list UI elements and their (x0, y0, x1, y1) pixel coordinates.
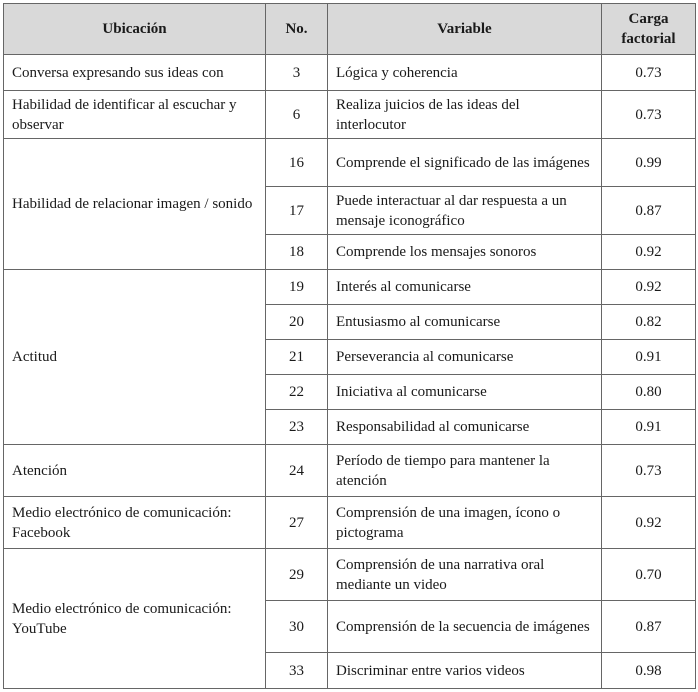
cell-variable: Puede interactuar al dar respuesta a un mensaje iconográfico (328, 187, 602, 235)
cell-variable: Comprende los mensajes sonoros (328, 235, 602, 270)
table-body (4, 55, 696, 689)
cell-no: 3 (266, 55, 328, 91)
cell-carga: 0.92 (602, 235, 696, 270)
cell-variable: Iniciativa al comunicarse (328, 375, 602, 410)
cell-ubicacion: Medio electrónico de comunicación: Facebook (4, 497, 266, 549)
cell-no: 27 (266, 497, 328, 549)
cell-carga: 0.70 (602, 549, 696, 601)
cell-carga: 0.99 (602, 139, 696, 187)
factor-loadings-table (3, 3, 696, 689)
cell-carga: 0.91 (602, 410, 696, 445)
table-row (4, 139, 696, 187)
header-carga: Carga factorial (602, 4, 696, 55)
cell-no: 17 (266, 187, 328, 235)
cell-variable: Entusiasmo al comunicarse (328, 305, 602, 340)
cell-carga: 0.82 (602, 305, 696, 340)
cell-no: 18 (266, 235, 328, 270)
cell-carga: 0.91 (602, 340, 696, 375)
cell-ubicacion: Conversa expresando sus ideas con (4, 55, 266, 91)
cell-carga: 0.73 (602, 55, 696, 91)
cell-ubicacion: Medio electrónico de comunicación: YouTube (4, 549, 266, 689)
cell-no: 20 (266, 305, 328, 340)
cell-variable: Realiza juicios de las ideas del interlocutor (328, 91, 602, 139)
table-row (4, 549, 696, 601)
cell-ubicacion: Habilidad de identificar al escuchar y observar (4, 91, 266, 139)
cell-variable: Responsabilidad al comunicarse (328, 410, 602, 445)
cell-no: 30 (266, 601, 328, 653)
cell-no: 16 (266, 139, 328, 187)
cell-no: 23 (266, 410, 328, 445)
cell-carga: 0.87 (602, 601, 696, 653)
cell-carga: 0.80 (602, 375, 696, 410)
table-row (4, 270, 696, 305)
cell-ubicacion: Actitud (4, 270, 266, 445)
cell-variable: Período de tiempo para mantener la atención (328, 445, 602, 497)
cell-carga: 0.87 (602, 187, 696, 235)
table-row (4, 91, 696, 139)
cell-carga: 0.98 (602, 653, 696, 689)
cell-no: 19 (266, 270, 328, 305)
cell-carga: 0.92 (602, 270, 696, 305)
cell-no: 6 (266, 91, 328, 139)
table-row (4, 497, 696, 549)
cell-carga: 0.73 (602, 445, 696, 497)
cell-no: 21 (266, 340, 328, 375)
cell-variable: Lógica y coherencia (328, 55, 602, 91)
cell-variable: Comprende el significado de las imágenes (328, 139, 602, 187)
cell-ubicacion: Habilidad de relacionar imagen / sonido (4, 139, 266, 270)
cell-no: 24 (266, 445, 328, 497)
header-variable: Variable (328, 4, 602, 55)
header-ubicacion: Ubicación (4, 4, 266, 55)
cell-variable: Comprensión de una imagen, ícono o pictograma (328, 497, 602, 549)
cell-variable: Discriminar entre varios videos (328, 653, 602, 689)
cell-ubicacion: Atención (4, 445, 266, 497)
table-row (4, 445, 696, 497)
table-row (4, 55, 696, 91)
cell-no: 29 (266, 549, 328, 601)
header-row (4, 4, 696, 55)
cell-no: 22 (266, 375, 328, 410)
cell-variable: Comprensión de la secuencia de imágenes (328, 601, 602, 653)
cell-variable: Comprensión de una narrativa oral mediante un video (328, 549, 602, 601)
cell-no: 33 (266, 653, 328, 689)
cell-variable: Interés al comunicarse (328, 270, 602, 305)
header-no: No. (266, 4, 328, 55)
cell-carga: 0.73 (602, 91, 696, 139)
cell-variable: Perseverancia al comunicarse (328, 340, 602, 375)
cell-carga: 0.92 (602, 497, 696, 549)
